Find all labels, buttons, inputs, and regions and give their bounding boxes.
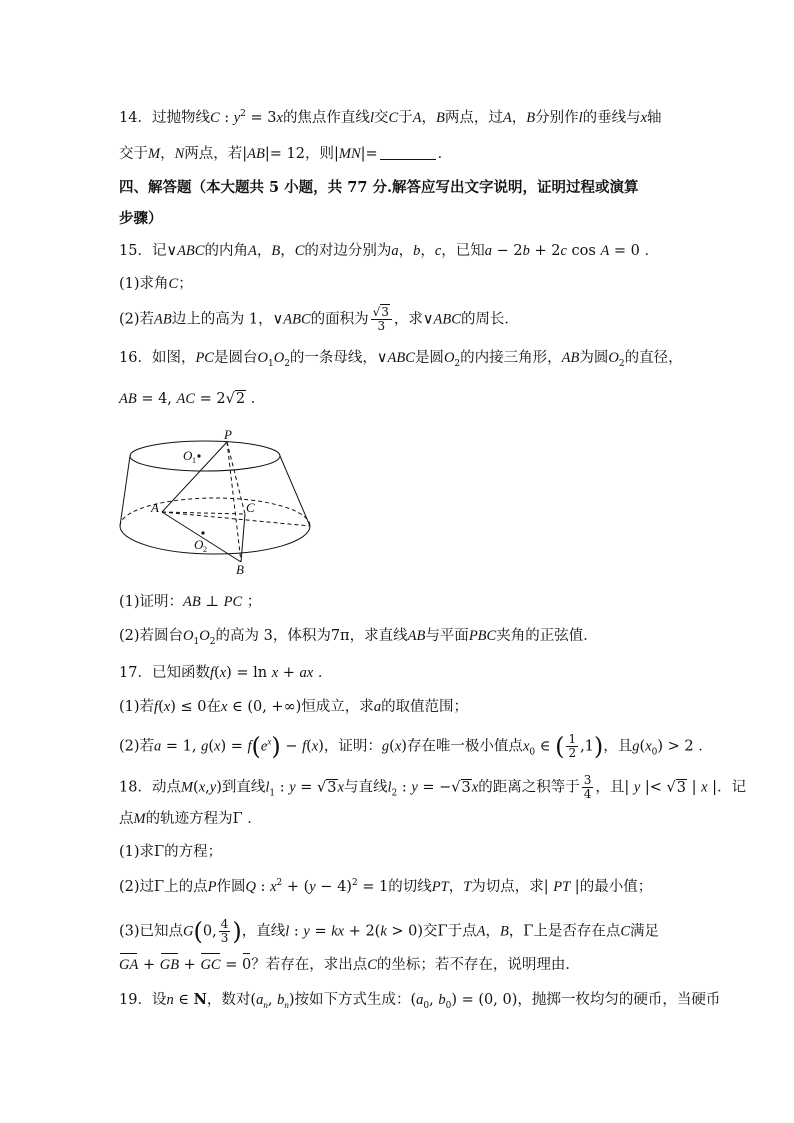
q18-part3: (3)已知点G(0, $\frac{4}{3}$ )，直线l : y = kx + 2(k > 0)交Γ于点A，B，Γ上是否存在点C满足 bbox=[119, 917, 660, 946]
q16-part2: (2)若圆台$O_1O_2$的高为 3，体积为7π，求直线AB与平面PBC夹角的正弦值． bbox=[119, 628, 598, 647]
q16-part1: (1)证明：AB ⊥ PC ； bbox=[119, 594, 262, 610]
q17-part2: (2)若a = 1, $g(x) = f(e^x) - f(x)$，证明：g(x)存在唯一极小值点$x_0$ ∈ ( $\frac{1}{2}$ ,1)，且$g(x_0) > 2$ ． bbox=[119, 732, 713, 761]
section-heading: 四、解答题（本大题共 5 小题，共 77 分.解答应写出文字说明，证明过程或演算 bbox=[119, 179, 639, 196]
label-A: A bbox=[151, 500, 159, 515]
line-PA bbox=[162, 442, 227, 512]
left-generator bbox=[120, 456, 130, 526]
q15-part1: (1)求角C； bbox=[119, 276, 193, 292]
q16-line2: AB = 4, AC = 2√2 ． bbox=[119, 391, 266, 407]
q14-line1: 14．过抛物线C : $y^2 = 3x$的焦点作直线l交C于A，B两点，过A，B分别作l的垂线与x轴 bbox=[119, 109, 662, 126]
label-O1-sub: 1 bbox=[192, 456, 196, 465]
label-P: P bbox=[224, 428, 232, 442]
fraction: $\frac{√3}{3}$ bbox=[371, 306, 392, 333]
line-AC bbox=[162, 512, 245, 514]
label-C: C bbox=[246, 500, 255, 515]
bottom-base-back bbox=[120, 498, 310, 526]
label-O2-sub: 2 bbox=[203, 545, 207, 554]
q18-part2: (2)过Γ上的点P作圆Q : $x^2 + (y - 4)^2 = 1$的切线PT，T为切点，求| PT |的最小值； bbox=[119, 878, 653, 895]
label-B: B bbox=[236, 562, 244, 576]
q18-part3-cont: GA + GB + GC = 0？若存在，求出点C的坐标；若不存在，说明理由． bbox=[119, 957, 580, 973]
line-CB bbox=[241, 514, 245, 562]
bottom-base-front bbox=[120, 526, 310, 554]
right-generator bbox=[280, 456, 310, 526]
q16-line1: 16．如图，PC是圆台$O_1O_2$的一条母线，∨ABC是圆$O_2$的内接三角形，AB为圆$O_2$的直径， bbox=[119, 350, 683, 369]
point-O2 bbox=[201, 531, 204, 534]
q18-line1: 18．动点M(x,y)到直线$l_1$ : y = √3x与直线$l_2$ : y = −√3x的距离之积等于 $\frac{3}{4}$ ，且| y |< √3 | x |．记 bbox=[119, 773, 747, 801]
frustum-figure bbox=[119, 428, 315, 576]
section-heading-cont: 步骤） bbox=[119, 210, 163, 227]
q17-line1: 17．已知函数f(x) = ln x + ax ． bbox=[119, 665, 333, 681]
q18-part1: (1)求Γ的方程； bbox=[119, 844, 223, 860]
label-O2: O bbox=[194, 537, 204, 552]
answer-blank[interactable] bbox=[380, 146, 436, 160]
top-base-ellipse bbox=[130, 441, 280, 471]
q18-line2: 点M的轨迹方程为Γ ． bbox=[119, 811, 262, 827]
q14-line2: 交于M，N两点，若|AB|= 12，则|MN|= ． bbox=[119, 146, 453, 162]
line-PC bbox=[227, 442, 245, 514]
q19-line1: 19．设n ∈ N，数对($a_n$, $b_n$)按如下方式生成：($a_0$, $b_0) = (0$, 0)，抛掷一枚均匀的硬币，当硬币 bbox=[119, 991, 721, 1011]
point-O1 bbox=[197, 454, 200, 457]
q15-line1: 15．记∨ABC的内角A，B，C的对边分别为a，b，c，已知a − 2b + 2c cos A = 0 ． bbox=[119, 243, 659, 259]
q17-part1: (1)若f(x) ≤ 0在x ∈ (0, +∞)恒成立，求a的取值范围； bbox=[119, 699, 469, 715]
label-O1: O bbox=[183, 448, 193, 463]
line-PB bbox=[227, 442, 241, 562]
q15-part2: (2)若AB边上的高为 1，∨ABC的面积为 $\frac{√3}{3}$ ，求∨ABC的周长． bbox=[119, 305, 519, 333]
